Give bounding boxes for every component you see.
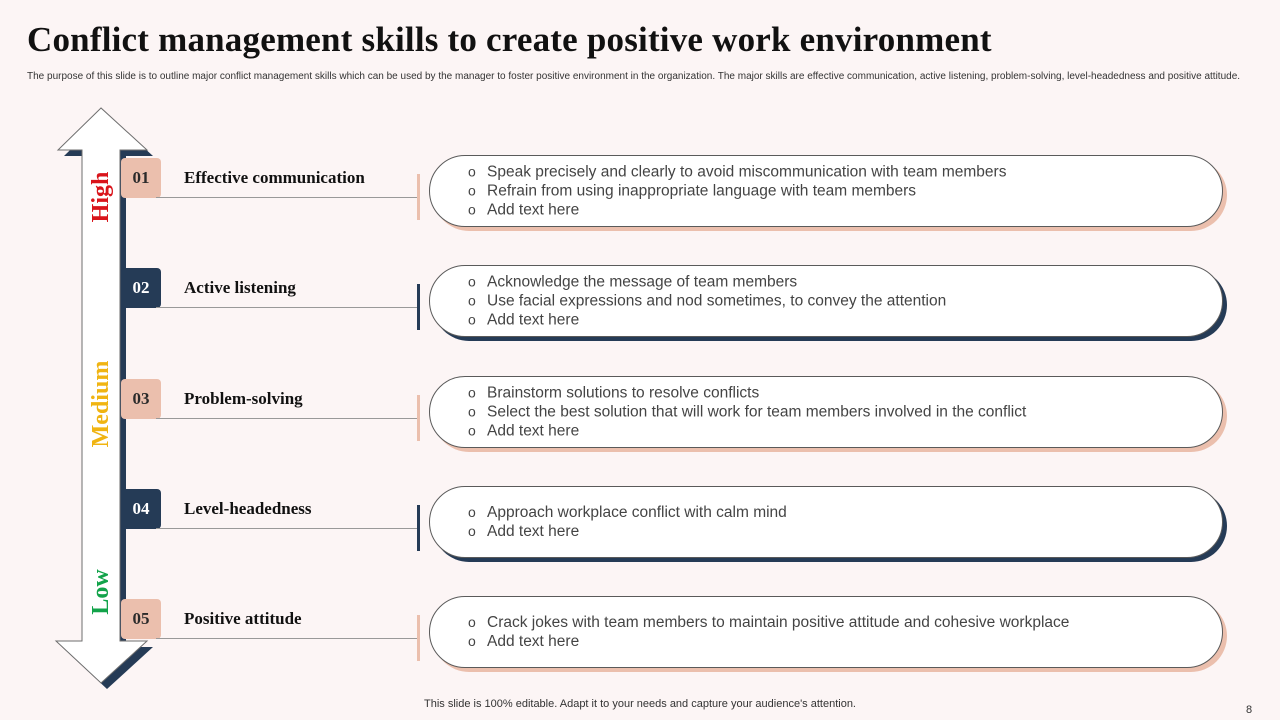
level-high-label: High (88, 171, 114, 223)
bullet-item: o Speak precisely and clearly to avoid miscommunication with team members (468, 163, 1006, 182)
bullet-item: o Use facial expressions and nod sometimes, to convey the attention (468, 292, 946, 311)
skill-number-badge: 02 (121, 268, 161, 308)
bullet-item: o Add text here (468, 522, 787, 541)
bullet-list (468, 503, 787, 541)
skill-name: Level-headedness (184, 499, 312, 518)
slide-subtitle: The purpose of this slide is to outline major conflict management skills which can be used by the manager to foster positive environment in the organization. The major skills are effective communication, active listening, problem-solving, level-headedness and positive attitude. (27, 71, 1241, 82)
level-low-label: Low (88, 569, 114, 615)
bullet-list (468, 384, 1026, 441)
skill-name: Active listening (184, 278, 296, 297)
connector-line (156, 307, 419, 308)
bullet-item: o Add text here (468, 632, 1069, 651)
bullet-list (468, 273, 946, 330)
level-medium-label: Medium (88, 360, 114, 448)
skill-name: Problem-solving (184, 389, 303, 408)
connector-tick (417, 505, 420, 551)
footer-note: This slide is 100% editable. Adapt it to your needs and capture your audience's attention. (424, 698, 856, 710)
bullet-item: o Add text here (468, 201, 1006, 220)
skill-detail-card (429, 376, 1223, 448)
connector-line (156, 528, 419, 529)
skill-detail-card (429, 265, 1223, 337)
connector-line (156, 638, 419, 639)
bullet-item: o Add text here (468, 311, 946, 330)
skill-number-badge: 04 (121, 489, 161, 529)
page-number: 8 (1246, 704, 1253, 716)
connector-line (156, 197, 419, 198)
bullet-item: o Crack jokes with team members to maintain positive attitude and cohesive workplace (468, 613, 1069, 632)
slide-title: Conflict management skills to create positive work environment (27, 20, 992, 59)
skill-detail-card (429, 486, 1223, 558)
bullet-list (468, 613, 1069, 651)
connector-line (156, 418, 419, 419)
connector-tick (417, 395, 420, 441)
skill-number-badge: 01 (121, 158, 161, 198)
connector-tick (417, 284, 420, 330)
skill-name: Effective communication (184, 168, 365, 187)
bullet-item: o Acknowledge the message of team members (468, 273, 946, 292)
bullet-item: o Brainstorm solutions to resolve conflicts (468, 384, 1026, 403)
connector-tick (417, 615, 420, 661)
skill-number-badge: 05 (121, 599, 161, 639)
connector-tick (417, 174, 420, 220)
bullet-item: o Add text here (468, 422, 1026, 441)
skill-number-badge: 03 (121, 379, 161, 419)
bullet-item: o Select the best solution that will work for team members involved in the conflict (468, 403, 1026, 422)
bullet-list (468, 163, 1006, 220)
double-arrow-icon (0, 0, 160, 700)
bullet-item: o Refrain from using inappropriate language with team members (468, 182, 1006, 201)
bullet-item: o Approach workplace conflict with calm mind (468, 503, 787, 522)
skill-name: Positive attitude (184, 609, 302, 628)
skill-detail-card (429, 155, 1223, 227)
skill-detail-card (429, 596, 1223, 668)
